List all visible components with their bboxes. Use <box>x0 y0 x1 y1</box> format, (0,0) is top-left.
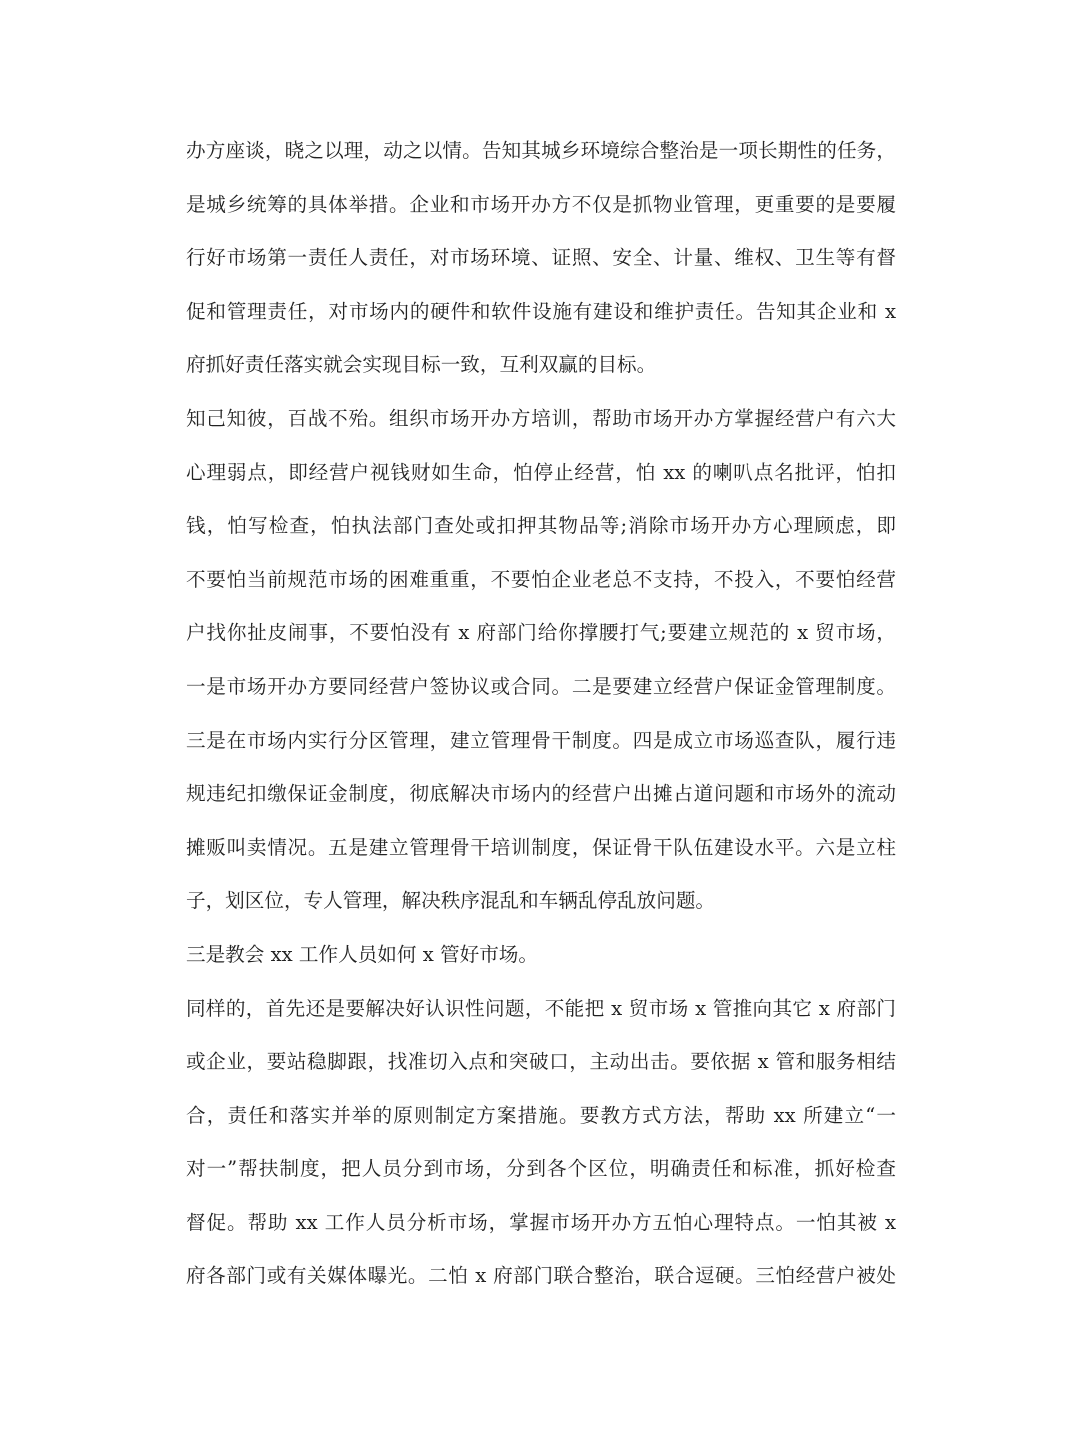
text-line: 一是市场开办方要同经营户签协议或合同。二是要建立经营户保证金管理制度。 <box>186 674 896 698</box>
text-line: 合，责任和落实并举的原则制定方案措施。要教方式方法，帮助 xx 所建立“一 <box>186 1103 896 1127</box>
text-line: 心理弱点，即经营户视钱财如生命，怕停止经营，怕 xx 的喇叭点名批评，怕扣 <box>186 460 896 484</box>
text-line: 对一”帮扶制度，把人员分到市场，分到各个区位，明确责任和标准，抓好检查 <box>186 1157 896 1181</box>
text-line: 三是在市场内实行分区管理，建立管理骨干制度。四是成立市场巡查队，履行违 <box>186 728 896 752</box>
text-line: 办方座谈，晓之以理，动之以情。告知其城乡环境综合整治是一项长期性的任务， <box>186 139 896 162</box>
text-line: 府各部门或有关媒体曝光。二怕 x 府部门联合整治，联合逗硬。三怕经营户被处 <box>186 1264 896 1288</box>
text-line: 钱，怕写检查，怕执法部门查处或扣押其物品等;消除市场开办方心理顾虑，即 <box>186 514 896 538</box>
text-line: 府抓好责任落实就会实现目标一致，互利双赢的目标。 <box>186 353 657 377</box>
text-line: 督促。帮助 xx 工作人员分析市场，掌握市场开办方五怕心理特点。一怕其被 x <box>186 1210 896 1234</box>
text-line: 行好市场第一责任人责任，对市场环境、证照、安全、计量、维权、卫生等有督 <box>186 246 896 270</box>
text-line: 规违纪扣缴保证金制度，彻底解决市场内的经营户出摊占道问题和市场外的流动 <box>186 782 896 806</box>
text-line: 摊贩叫卖情况。五是建立管理骨干培训制度，保证骨干队伍建设水平。六是立柱 <box>186 835 896 859</box>
text-line: 是城乡统筹的具体举措。企业和市场开办方不仅是抓物业管理，更重要的是要履 <box>186 192 896 216</box>
body-text <box>186 124 896 1303</box>
text-line: 不要怕当前规范市场的困难重重，不要怕企业老总不支持，不投入，不要怕经营 <box>186 567 896 591</box>
text-line: 子，划区位，专人管理，解决秩序混乱和车辆乱停乱放问题。 <box>186 889 716 913</box>
text-line: 同样的，首先还是要解决好认识性问题，不能把 x 贸市场 x 管推向其它 x 府部门 <box>186 996 896 1020</box>
text-line: 促和管理责任，对市场内的硬件和软件设施有建设和维护责任。告知其企业和 x <box>186 299 896 323</box>
text-line: 或企业，要站稳脚跟，找准切入点和突破口，主动出击。要依据 x 管和服务相结 <box>186 1050 896 1074</box>
text-line: 户找你扯皮闹事，不要怕没有 x 府部门给你撑腰打气;要建立规范的 x 贸市场， <box>186 621 896 645</box>
text-line: 三是教会 xx 工作人员如何 x 管好市场。 <box>186 942 538 966</box>
text-line: 知己知彼，百战不殆。组织市场开办方培训，帮助市场开办方掌握经营户有六大 <box>186 406 896 430</box>
